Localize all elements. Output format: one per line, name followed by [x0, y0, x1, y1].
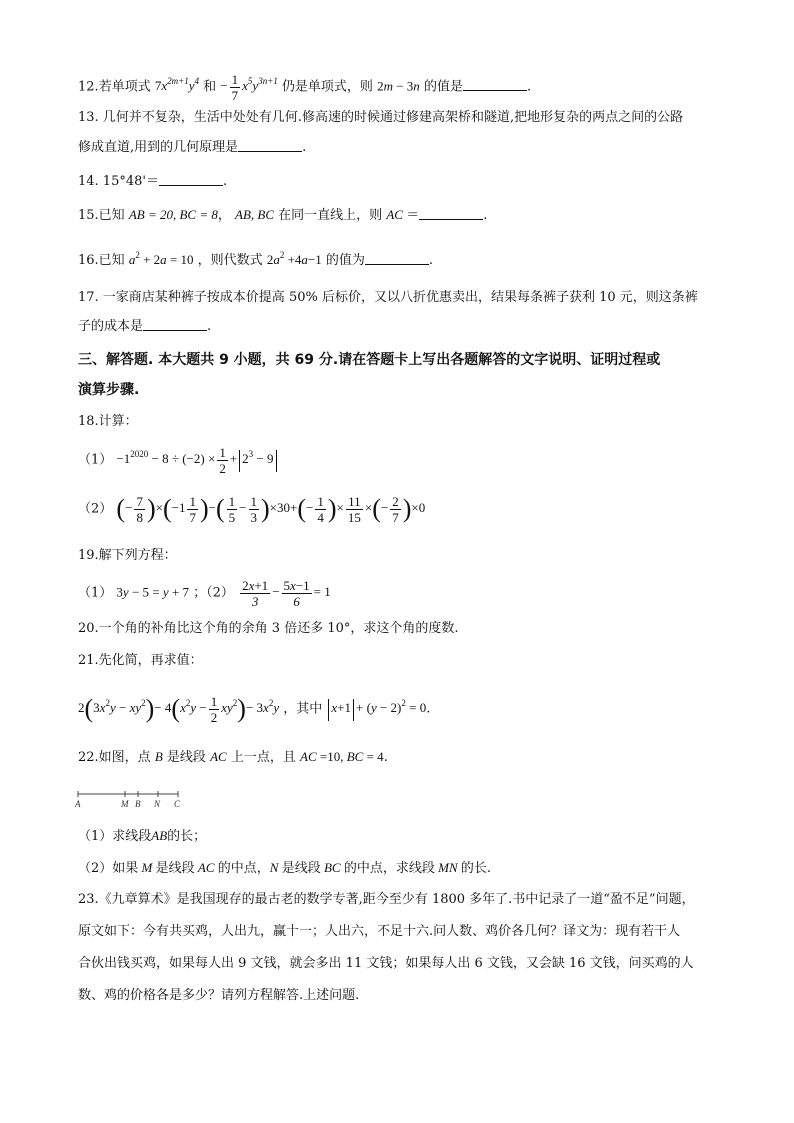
label-a: A: [75, 799, 81, 809]
label-c: C: [174, 799, 181, 809]
section-3-heading-cont: 演算步骤.: [78, 382, 140, 398]
question-22-part-1: （1）求线段AB的长；: [78, 828, 207, 844]
question-12: 12.若单项式 $7x^{2m+1}y^4$ 和 − $\frac{1}{7}$ $x^5y^{3n+1}$ 仍是单项式，则 2m − 3n 的值是 .: [78, 72, 532, 103]
question-13-line-2: 修成直道,用到的几何原理是 .: [78, 140, 307, 155]
question-19-title: 19.解下列方程：: [78, 548, 177, 563]
target: AC ＝: [386, 207, 420, 222]
monomial-2: − $\frac{1}{7}$ $x^5y^{3n+1}$: [220, 72, 278, 103]
question-22-part-2: （2）如果 M 是线段 AC 的中点，N 是线段 BC 的中点，求线段 MN 的长.: [78, 860, 491, 876]
expression: 2m − 3n: [377, 78, 420, 94]
answer-blank: [463, 78, 527, 91]
condition: AB = 20, BC = 8: [128, 207, 218, 222]
question-14: 14. 15°48'＝ .: [78, 174, 228, 189]
segment-diagram: [74, 786, 184, 810]
answer-blank: [365, 252, 429, 265]
answer-blank: [419, 207, 483, 220]
section-3-heading: 三、解答题. 本大题共 9 小题，共 69 分.请在答题卡上写出各题解答的文字说明、证明过程或: [78, 352, 661, 368]
expression: $2a^2 +4a-1$: [266, 250, 322, 267]
label-b: B: [135, 799, 141, 809]
question-21-expression: $2(3x^2y - xy^2)- 4(x^2y$ − $\frac{1}{2}$ $xy^2)- 3x^2y$ ，其中 $x+1 + (y - 2)^2 = 0$.: [78, 694, 431, 725]
question-21-title: 21.先化简，再求值：: [78, 653, 203, 668]
question-23-line-3: 合伙出钱买鸡，如果每人出 9 文钱，就会多出 11 文钱；如果每人出 6 文钱，又会缺 16 文钱，问买鸡的人: [78, 956, 694, 971]
answer-blank: [238, 139, 302, 152]
question-19-equations: （1） 3y − 5 = y + 7 ；（2） $\frac{2x+1}{3}$ − $\frac{5x-1}{6}$ = 1: [78, 578, 331, 609]
question-17-line-1: 17. 一家商店某种裤子按成本价提高 50% 后标价，又以八折优惠卖出，结果每条裤子获利 10 元，则这条裤: [78, 290, 698, 305]
question-18-part-1: $(1) -1^{2020} - 8 \div (-2)$ × $\frac{1}{2}$ + $2^3 - 9$: [78, 445, 279, 476]
question-20: 20.一个角的补角比这个角的余角 3 倍还多 10°，求这个角的度数.: [78, 621, 459, 636]
question-23-line-4: 数、鸡的价格各是多少？请列方程解答.上述问题.: [78, 988, 360, 1003]
question-22: 22.如图，点 B 是线段 AC 上一点，且 AC =10, BC = 4.: [78, 749, 388, 765]
condition: $a^2 + 2a = 10$: [128, 250, 194, 267]
question-23-line-2: 原文如下：今有共买鸡，人出九，赢十一；人出六，不足十六.问人数、鸡价各几何？译文为：现有若干人: [78, 924, 681, 939]
question-17-line-2: 子的成本是 .: [78, 319, 212, 334]
question-16: 16.已知 $a^2 + 2a = 10$ ，则代数式 $2a^2 +4a-1$ 的值为 .: [78, 250, 434, 268]
points: AB, BC: [235, 207, 275, 222]
monomial-1: $7x^{2m+1}y^4$: [154, 76, 199, 94]
answer-blank: [143, 318, 207, 331]
answer-blank: [159, 173, 223, 186]
question-18-title: 18.计算：: [78, 414, 138, 429]
label-n: N: [154, 799, 161, 809]
question-13-line-1: 13. 几何并不复杂，生活中处处有几何.修高速的时候通过修建高架桥和隧道,把地形复杂的两点之间的公路: [78, 110, 684, 125]
question-18-part-2: （2） (− $\frac{7}{8}$ )×(−1 $\frac{1}{7}$ )−( $\frac{1}{5}$ − $\frac{1}{3}$ )×30+(− $\frac{1}{4}$ )× $\frac{11}{15}$ ×(− $\frac{2}{7}$ )×0: [78, 494, 426, 525]
question-15: 15.已知 AB = 20, BC = 8， AB, BC 在同一直线上，则 AC ＝ .: [78, 207, 488, 223]
label-m: M: [121, 799, 129, 809]
question-23-line-1: 23.《九章算术》是我国现存的最古老的数学专著,距今至少有 1800 多年了.书中记录了一道“盈不足”问题，: [78, 892, 695, 907]
